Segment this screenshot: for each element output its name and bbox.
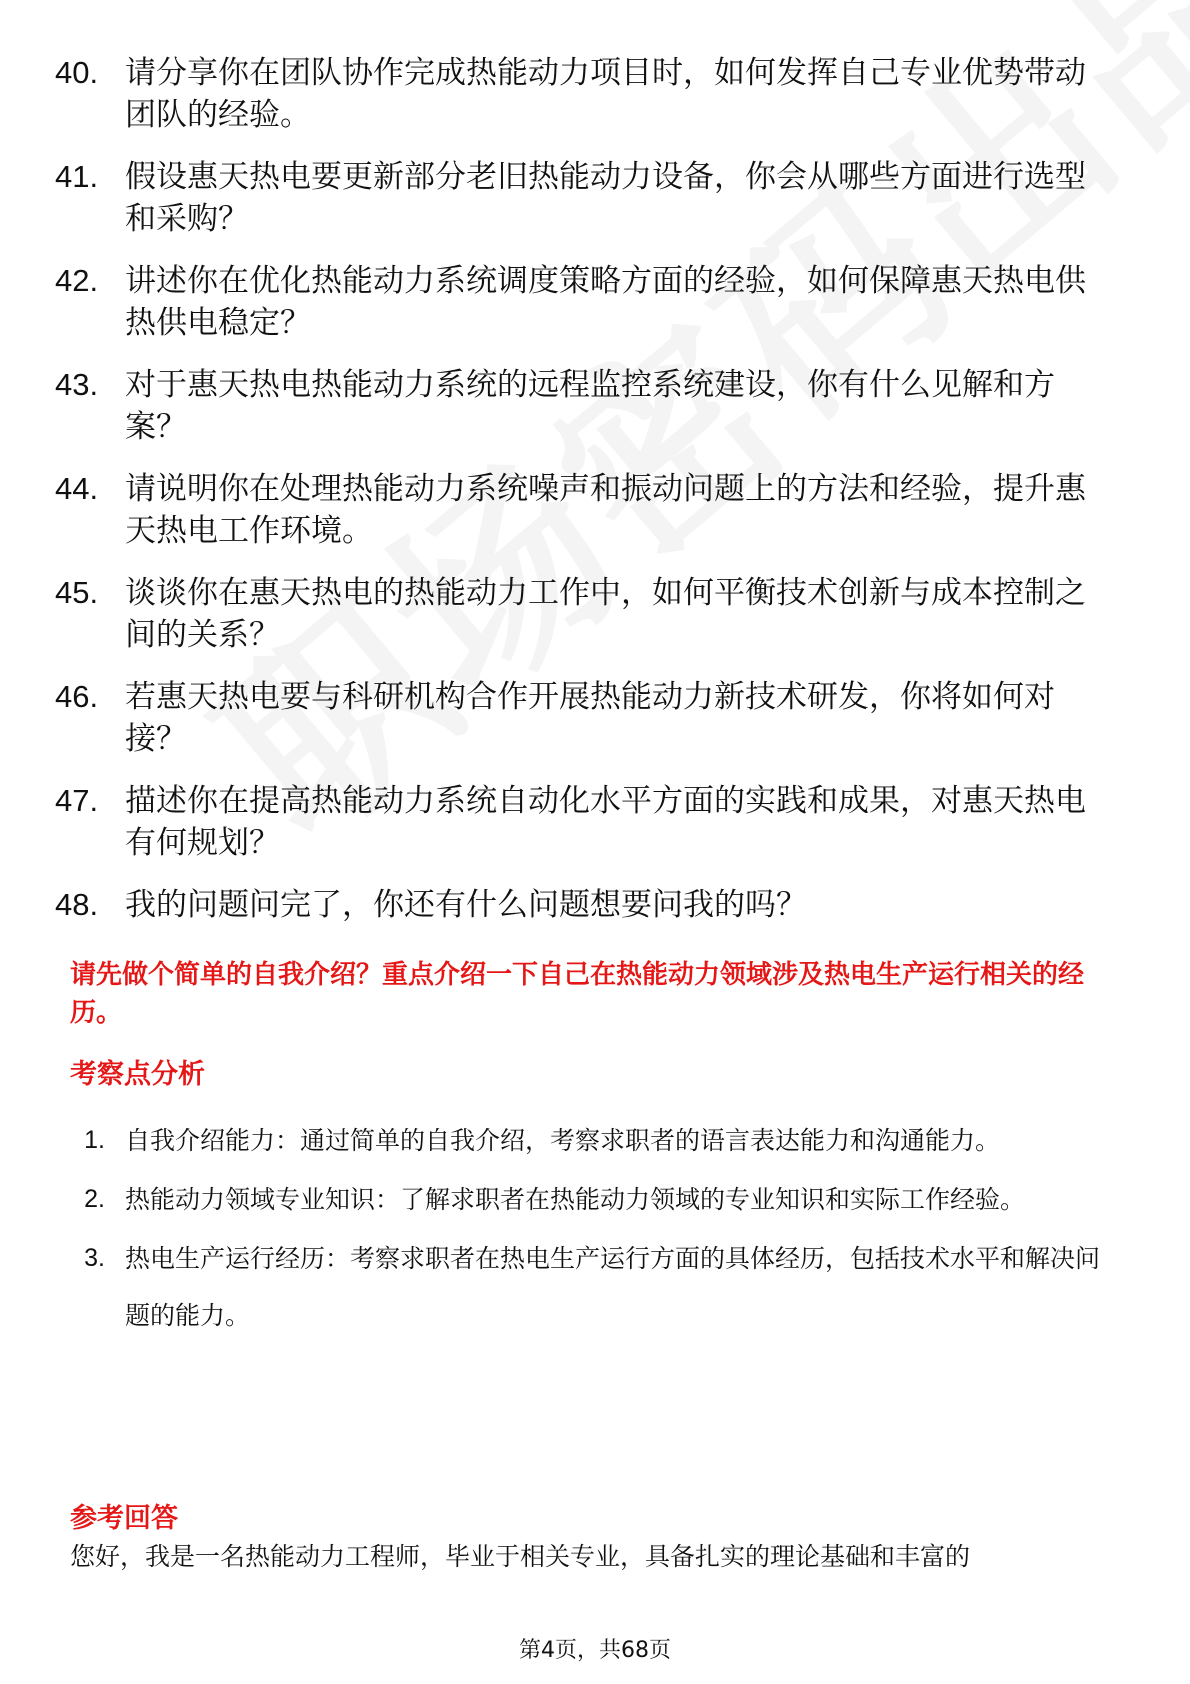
analysis-number: 2.	[84, 1185, 105, 1213]
analysis-number: 1.	[84, 1126, 105, 1154]
analysis-number: 3.	[84, 1244, 105, 1272]
analysis-item	[70, 1171, 1120, 1228]
question-text: 假设惠天热电要更新部分老旧热能动力设备，你会从哪些方面进行选型和采购？	[125, 159, 1086, 237]
question-text: 谈谈你在惠天热电的热能动力工作中，如何平衡技术创新与成本控制之间的关系？	[125, 575, 1086, 653]
question-number: 46.	[55, 679, 99, 714]
analysis-heading: 考察点分析	[70, 1059, 205, 1090]
question-list	[55, 52, 1115, 946]
question-text: 请说明你在处理热能动力系统噪声和振动问题上的方法和经验，提升惠天热电工作环境。	[125, 471, 1086, 549]
question-text: 我的问题问完了，你还有什么问题想要问我的吗？	[125, 887, 807, 923]
answer-heading: 参考回答	[70, 1503, 178, 1534]
question-number: 47.	[55, 783, 99, 818]
analysis-text: 热电生产运行经历：考察求职者在热电生产运行方面的具体经历，包括技术水平和解决问题的能力。	[125, 1244, 1101, 1330]
question-item	[55, 884, 1115, 926]
answer-paragraph: 您好，我是一名热能动力工程师，毕业于相关专业，具备扎实的理论基础和丰富的	[70, 1542, 971, 1571]
question-text: 请分享你在团队协作完成热能动力项目时，如何发挥自己专业优势带动团队的经验。	[125, 55, 1086, 133]
question-number: 43.	[55, 367, 99, 402]
highlight-question: 请先做个简单的自我介绍？重点介绍一下自己在热能动力领域涉及热电生产运行相关的经历。	[70, 960, 1085, 1028]
question-item	[55, 468, 1115, 552]
question-text: 描述你在提高热能动力系统自动化水平方面的实践和成果，对惠天热电有何规划？	[125, 783, 1086, 861]
analysis-item	[70, 1230, 1120, 1344]
question-number: 42.	[55, 263, 99, 298]
question-item	[55, 572, 1115, 656]
question-item	[55, 260, 1115, 344]
question-item	[55, 364, 1115, 448]
question-text: 对于惠天热电热能动力系统的远程监控系统建设，你有什么见解和方案？	[125, 367, 1055, 445]
analysis-text: 自我介绍能力：通过简单的自我介绍，考察求职者的语言表达能力和沟通能力。	[125, 1126, 1001, 1155]
question-number: 40.	[55, 55, 99, 90]
question-number: 44.	[55, 471, 99, 506]
question-text: 讲述你在优化热能动力系统调度策略方面的经验，如何保障惠天热电供热供电稳定？	[125, 263, 1086, 341]
question-number: 45.	[55, 575, 99, 610]
question-item	[55, 676, 1115, 760]
analysis-text: 热能动力领域专业知识：了解求职者在热能动力领域的专业知识和实际工作经验。	[125, 1185, 1026, 1214]
analysis-list	[70, 1112, 1120, 1346]
question-number: 41.	[55, 159, 99, 194]
question-item	[55, 52, 1115, 136]
question-item	[55, 780, 1115, 864]
question-text: 若惠天热电要与科研机构合作开展热能动力新技术研发，你将如何对接？	[125, 679, 1055, 757]
question-number: 48.	[55, 887, 99, 922]
analysis-item	[70, 1112, 1120, 1169]
page-footer: 第4页，共68页	[519, 1638, 671, 1663]
question-item	[55, 156, 1115, 240]
